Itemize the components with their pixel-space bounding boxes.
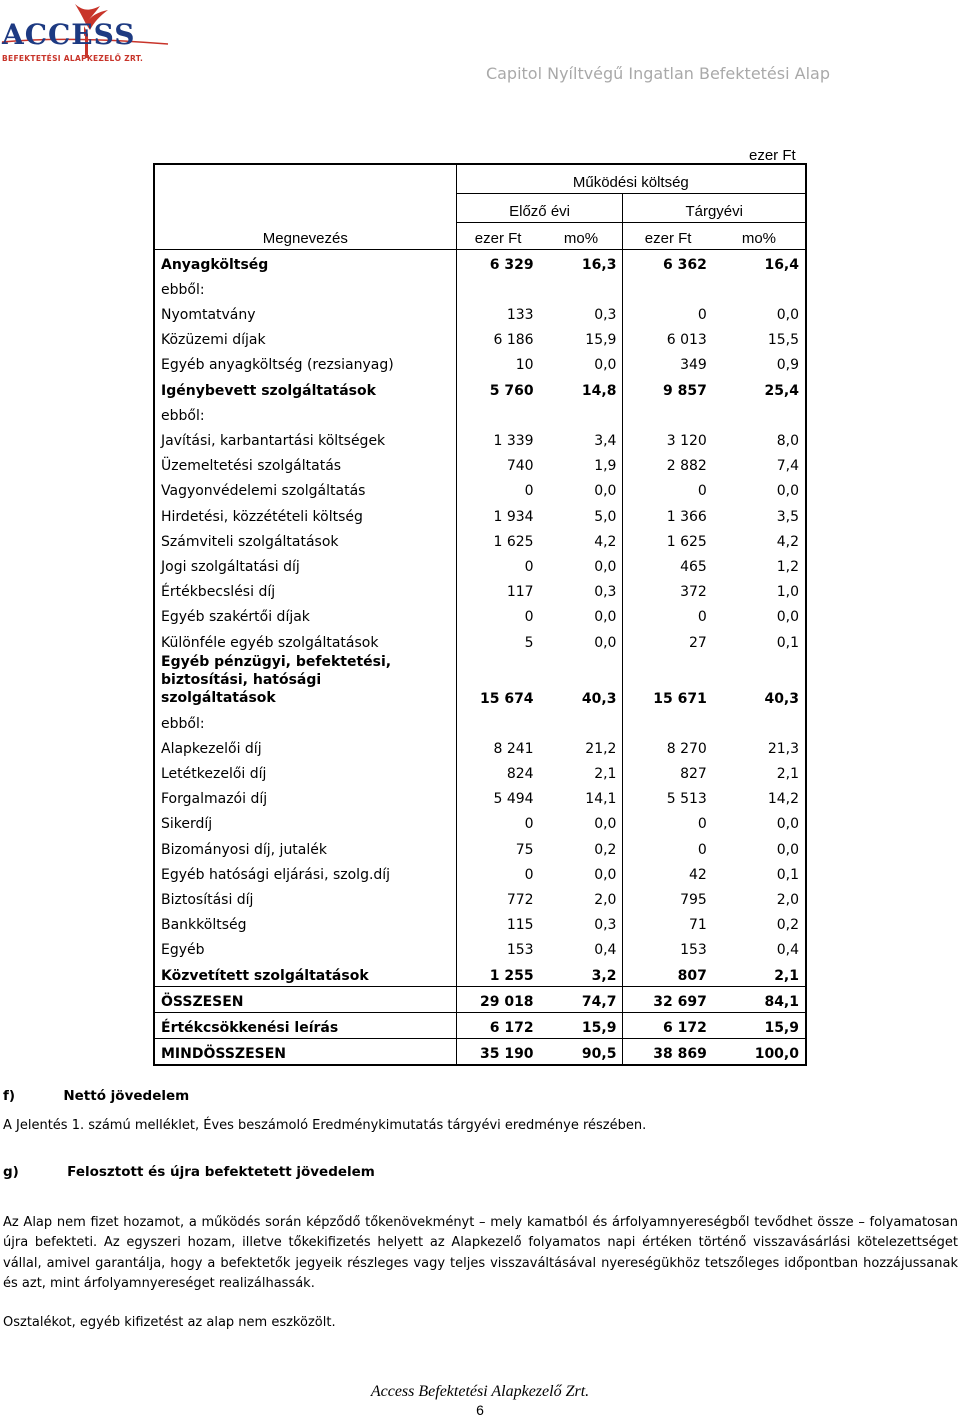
col-curr-pct-header: mo%	[713, 223, 806, 250]
table-row	[154, 249, 806, 275]
row-curr-amount: 9 857	[623, 375, 713, 400]
row-prev-amount: 740	[456, 451, 539, 476]
row-prev-pct: 2,1	[594, 766, 617, 783]
row-prev-pct: 0,3	[594, 584, 617, 601]
row-prev-amount: 5	[456, 627, 539, 652]
row-curr-pct: 2,0	[713, 885, 806, 910]
row-prev-pct: 0,0	[594, 357, 617, 374]
table-row	[154, 577, 806, 602]
row-curr-pct: 0,2	[713, 910, 806, 935]
row-prev-pct: 0,0	[594, 483, 617, 500]
row-prev-amount: 6 172	[456, 1012, 539, 1038]
row-prev-amount: 5 760	[456, 375, 539, 400]
logo-wordmark: ACCESS	[2, 18, 136, 51]
row-name: Hirdetési, közzétételi költség	[154, 501, 456, 526]
row-curr-amount: 0	[623, 602, 713, 627]
row-name: Közüzemi díjak	[154, 325, 456, 350]
row-prev-amount: 8 241	[456, 734, 539, 759]
row-prev-amount: 117	[456, 577, 539, 602]
row-curr-pct: 0,0	[713, 602, 806, 627]
row-curr-pct: 3,5	[713, 501, 806, 526]
section-g-heading	[3, 1162, 375, 1182]
row-prev-amount: 6 186	[456, 325, 539, 350]
row-name: Üzemeltetési szolgáltatás	[154, 451, 456, 476]
row-curr-amount: 6 362	[623, 249, 713, 275]
row-curr-amount	[623, 275, 713, 300]
row-prev-pct: 4,2	[594, 533, 617, 550]
row-curr-pct: 15,5	[713, 325, 806, 350]
col-name-header: Megnevezés	[154, 223, 456, 250]
row-curr-pct: 16,4	[713, 249, 806, 275]
table-row	[154, 809, 806, 834]
row-name: ÖSSZESEN	[154, 986, 456, 1012]
row-curr-amount: 2 882	[623, 451, 713, 476]
row-prev-pct: 0,3	[594, 307, 617, 324]
section-f-heading	[3, 1086, 189, 1106]
table-row	[154, 401, 806, 426]
row-prev-amount	[456, 401, 539, 426]
row-curr-pct: 1,2	[713, 552, 806, 577]
table-year-header-row	[154, 194, 806, 223]
row-curr-pct: 0,0	[713, 476, 806, 501]
row-name: Javítási, karbantartási költségek	[154, 426, 456, 451]
row-curr-amount: 0	[623, 476, 713, 501]
row-curr-amount: 0	[623, 300, 713, 325]
row-curr-amount	[623, 401, 713, 426]
row-prev-pct: 0,0	[594, 609, 617, 626]
section-g-title: Felosztott és újra befektetett jövedelem	[67, 1164, 375, 1180]
table-row	[154, 602, 806, 627]
row-name: ebből:	[154, 709, 456, 734]
table-row	[154, 834, 806, 859]
row-prev-pct	[540, 275, 623, 300]
row-name: Egyéb anyagköltség (rezsianyag)	[154, 350, 456, 375]
table-row	[154, 653, 806, 709]
row-prev-amount: 5 494	[456, 784, 539, 809]
row-curr-pct: 7,4	[713, 451, 806, 476]
row-name: Értékcsökkenési leírás	[154, 1012, 456, 1038]
row-prev-pct: 74,7	[540, 986, 623, 1012]
row-curr-pct: 8,0	[713, 426, 806, 451]
row-prev-amount: 35 190	[456, 1038, 539, 1065]
row-curr-pct: 25,4	[713, 375, 806, 400]
row-prev-pct: 14,8	[581, 382, 617, 399]
row-name-line: szolgáltatások	[161, 689, 276, 706]
table-row	[154, 960, 806, 986]
row-curr-pct: 0,0	[713, 809, 806, 834]
row-name: ebből:	[154, 275, 456, 300]
row-prev-pct: 0,0	[594, 866, 617, 883]
row-name: Letétkezelői díj	[154, 759, 456, 784]
table-row	[154, 627, 806, 652]
row-curr-pct	[713, 275, 806, 300]
table-row	[154, 1012, 806, 1038]
table-row	[154, 501, 806, 526]
section-f-title: Nettó jövedelem	[63, 1088, 190, 1104]
row-prev-amount: 75	[456, 834, 539, 859]
row-prev-pct: 0,4	[594, 942, 617, 959]
table-row	[154, 885, 806, 910]
row-prev-pct: 0,3	[594, 917, 617, 934]
section-f-letter: f)	[3, 1088, 16, 1104]
table-row	[154, 527, 806, 552]
row-curr-pct: 1,0	[713, 577, 806, 602]
table-row	[154, 986, 806, 1012]
table-group-header-row	[154, 164, 806, 194]
row-curr-amount: 153	[623, 935, 713, 960]
row-prev-pct: 15,9	[540, 1012, 623, 1038]
row-prev-amount: 0	[456, 809, 539, 834]
row-prev-amount: 1 934	[456, 501, 539, 526]
row-curr-amount: 349	[623, 350, 713, 375]
row-curr-amount: 807	[623, 960, 713, 986]
table-row	[154, 860, 806, 885]
row-name: Egyéb szakértői díjak	[154, 602, 456, 627]
table-row	[154, 375, 806, 400]
row-curr-pct: 15,9	[713, 1012, 806, 1038]
row-prev-pct	[540, 709, 623, 734]
row-curr-amount: 1 366	[623, 501, 713, 526]
table-row	[154, 1038, 806, 1065]
footer-company: Access Befektetési Alapkezelő Zrt.	[370, 1383, 590, 1400]
row-curr-pct: 0,0	[713, 834, 806, 859]
table-column-header-row	[154, 223, 806, 250]
table-row	[154, 325, 806, 350]
row-curr-amount: 0	[623, 834, 713, 859]
row-name: Igénybevett szolgáltatások	[154, 375, 456, 400]
row-curr-amount: 372	[623, 577, 713, 602]
table-row	[154, 426, 806, 451]
row-curr-amount: 27	[623, 627, 713, 652]
row-curr-pct: 14,2	[713, 784, 806, 809]
company-logo	[0, 0, 175, 72]
row-curr-pct: 0,4	[713, 935, 806, 960]
row-name: Anyagköltség	[154, 249, 456, 275]
row-name: Jogi szolgáltatási díj	[154, 552, 456, 577]
table-row	[154, 784, 806, 809]
row-curr-pct: 100,0	[713, 1038, 806, 1065]
row-prev-amount: 10	[456, 350, 539, 375]
section-g-letter: g)	[3, 1164, 19, 1180]
operating-cost-table	[153, 163, 807, 1066]
row-prev-amount: 0	[456, 552, 539, 577]
row-name: Egyéb	[154, 935, 456, 960]
row-prev-amount: 115	[456, 910, 539, 935]
row-prev-amount: 1 339	[456, 426, 539, 451]
row-prev-amount: 15 674	[456, 653, 539, 709]
row-name	[154, 653, 456, 709]
row-curr-amount: 32 697	[623, 986, 713, 1012]
row-prev-amount: 0	[456, 476, 539, 501]
fund-name: Capitol Nyíltvégű Ingatlan Befektetési Alap	[485, 64, 830, 83]
col-curr-amount-header: ezer Ft	[623, 223, 713, 250]
row-prev-amount: 824	[456, 759, 539, 784]
row-name: Vagyonvédelemi szolgáltatás	[154, 476, 456, 501]
row-curr-amount: 6 172	[623, 1012, 713, 1038]
table-row	[154, 350, 806, 375]
row-curr-pct: 2,1	[713, 960, 806, 986]
row-curr-amount: 38 869	[623, 1038, 713, 1065]
row-curr-amount: 15 671	[623, 653, 713, 709]
row-prev-amount: 0	[456, 602, 539, 627]
row-prev-pct: 90,5	[540, 1038, 623, 1065]
table-row	[154, 935, 806, 960]
row-prev-amount: 133	[456, 300, 539, 325]
row-prev-pct: 0,0	[594, 634, 617, 651]
logo-subtitle: BEFEKTETÉSI ALAPKEZELŐ ZRT.	[2, 54, 144, 63]
table-row	[154, 451, 806, 476]
col-prev-pct-header: mo%	[540, 223, 623, 250]
row-prev-pct: 3,4	[594, 433, 617, 449]
row-prev-amount	[456, 709, 539, 734]
row-prev-amount	[456, 275, 539, 300]
row-curr-pct: 84,1	[713, 986, 806, 1012]
row-prev-pct: 0,2	[594, 841, 617, 858]
row-name: Alapkezelői díj	[154, 734, 456, 759]
row-curr-amount	[623, 709, 713, 734]
table-row	[154, 300, 806, 325]
row-prev-amount: 1 625	[456, 527, 539, 552]
row-curr-pct: 21,3	[713, 734, 806, 759]
unit-label: ezer Ft	[749, 147, 796, 164]
row-name: Sikerdíj	[154, 809, 456, 834]
row-prev-amount: 6 329	[456, 249, 539, 275]
col-prev-amount-header: ezer Ft	[456, 223, 539, 250]
section-f-text: A Jelentés 1. számú melléklet, Éves beszámoló Eredménykimutatás tárgyévi eredménye részében.	[3, 1118, 647, 1133]
row-prev-pct	[540, 401, 623, 426]
row-prev-amount: 0	[456, 860, 539, 885]
row-prev-amount: 1 255	[456, 960, 539, 986]
row-prev-amount: 29 018	[456, 986, 539, 1012]
row-prev-pct: 40,3	[581, 690, 617, 707]
row-prev-amount: 772	[456, 885, 539, 910]
row-name: Bankköltség	[154, 910, 456, 935]
row-name-line: biztosítási, hatósági	[161, 671, 322, 688]
curr-year-header: Tárgyévi	[623, 194, 806, 223]
row-name-line: Egyéb pénzügyi, befektetési,	[161, 653, 392, 670]
row-curr-pct	[713, 401, 806, 426]
row-prev-pct: 1,9	[594, 458, 617, 475]
row-curr-amount: 827	[623, 759, 713, 784]
row-curr-amount: 6 013	[623, 325, 713, 350]
section-g-text: Az Alap nem fizet hozamot, a működés során képződő tőkenövekményt – mely kamatból és árfolyamnyereségből tevődhet össze – folyamatosan újra befekteti. Az egyszeri hozam, illetve tőkekifizetés helyett az Alapkezelő folyamatos napi értéken történő visszavásárlási kötelezettséget vállal, amivel garantálja, hogy a befektetők jegyeik részleges vagy teljes visszaváltásával nyereségükhöz tetszőleges időpontban hozzájussanak és azt, mint árfolyamnyereséget realizálhassák.	[3, 1215, 958, 1291]
row-name: Bizományosi díj, jutalék	[154, 834, 456, 859]
row-name: Számviteli szolgáltatások	[154, 527, 456, 552]
table-row	[154, 709, 806, 734]
row-prev-pct: 16,3	[581, 256, 617, 273]
group-header: Működési költség	[456, 164, 806, 194]
page-number: 6	[476, 1402, 484, 1418]
row-name: ebből:	[154, 401, 456, 426]
row-name: Közvetített szolgáltatások	[154, 960, 456, 986]
row-curr-amount: 5 513	[623, 784, 713, 809]
row-prev-pct: 3,2	[591, 967, 617, 984]
row-prev-pct: 5,0	[594, 508, 617, 525]
row-name: Forgalmazói díj	[154, 784, 456, 809]
row-curr-amount: 3 120	[623, 426, 713, 451]
row-curr-pct: 40,3	[713, 653, 806, 709]
row-curr-pct: 2,1	[713, 759, 806, 784]
table-row	[154, 476, 806, 501]
row-curr-amount: 42	[623, 860, 713, 885]
row-name: Biztosítási díj	[154, 885, 456, 910]
table-row	[154, 552, 806, 577]
row-prev-pct: 0,0	[594, 816, 617, 833]
row-curr-amount: 0	[623, 809, 713, 834]
row-prev-amount: 153	[456, 935, 539, 960]
row-name: Különféle egyéb szolgáltatások	[154, 627, 456, 652]
row-prev-pct: 2,0	[594, 892, 617, 908]
row-curr-amount: 1 625	[623, 527, 713, 552]
row-curr-pct: 0,1	[713, 860, 806, 885]
row-curr-amount: 795	[623, 885, 713, 910]
row-name: MINDÖSSZESEN	[154, 1038, 456, 1065]
row-curr-pct	[713, 709, 806, 734]
row-curr-pct: 0,0	[713, 300, 806, 325]
row-curr-pct: 0,1	[713, 627, 806, 652]
row-name: Egyéb hatósági eljárási, szolg.díj	[154, 860, 456, 885]
row-curr-pct: 4,2	[713, 527, 806, 552]
row-prev-pct: 0,0	[594, 558, 617, 575]
table-row	[154, 734, 806, 759]
section-g-text2: Osztalékot, egyéb kifizetést az alap nem eszközölt.	[3, 1315, 336, 1330]
row-curr-amount: 465	[623, 552, 713, 577]
row-curr-amount: 8 270	[623, 734, 713, 759]
table-row	[154, 275, 806, 300]
row-name: Nyomtatvány	[154, 300, 456, 325]
table-row	[154, 759, 806, 784]
row-prev-pct: 15,9	[585, 332, 617, 349]
row-curr-amount: 71	[623, 910, 713, 935]
row-prev-pct: 14,1	[585, 791, 617, 808]
prev-year-header: Előző évi	[456, 194, 623, 223]
row-name: Értékbecslési díj	[154, 577, 456, 602]
row-prev-pct: 21,2	[585, 740, 617, 757]
table-row	[154, 910, 806, 935]
row-curr-pct: 0,9	[713, 350, 806, 375]
